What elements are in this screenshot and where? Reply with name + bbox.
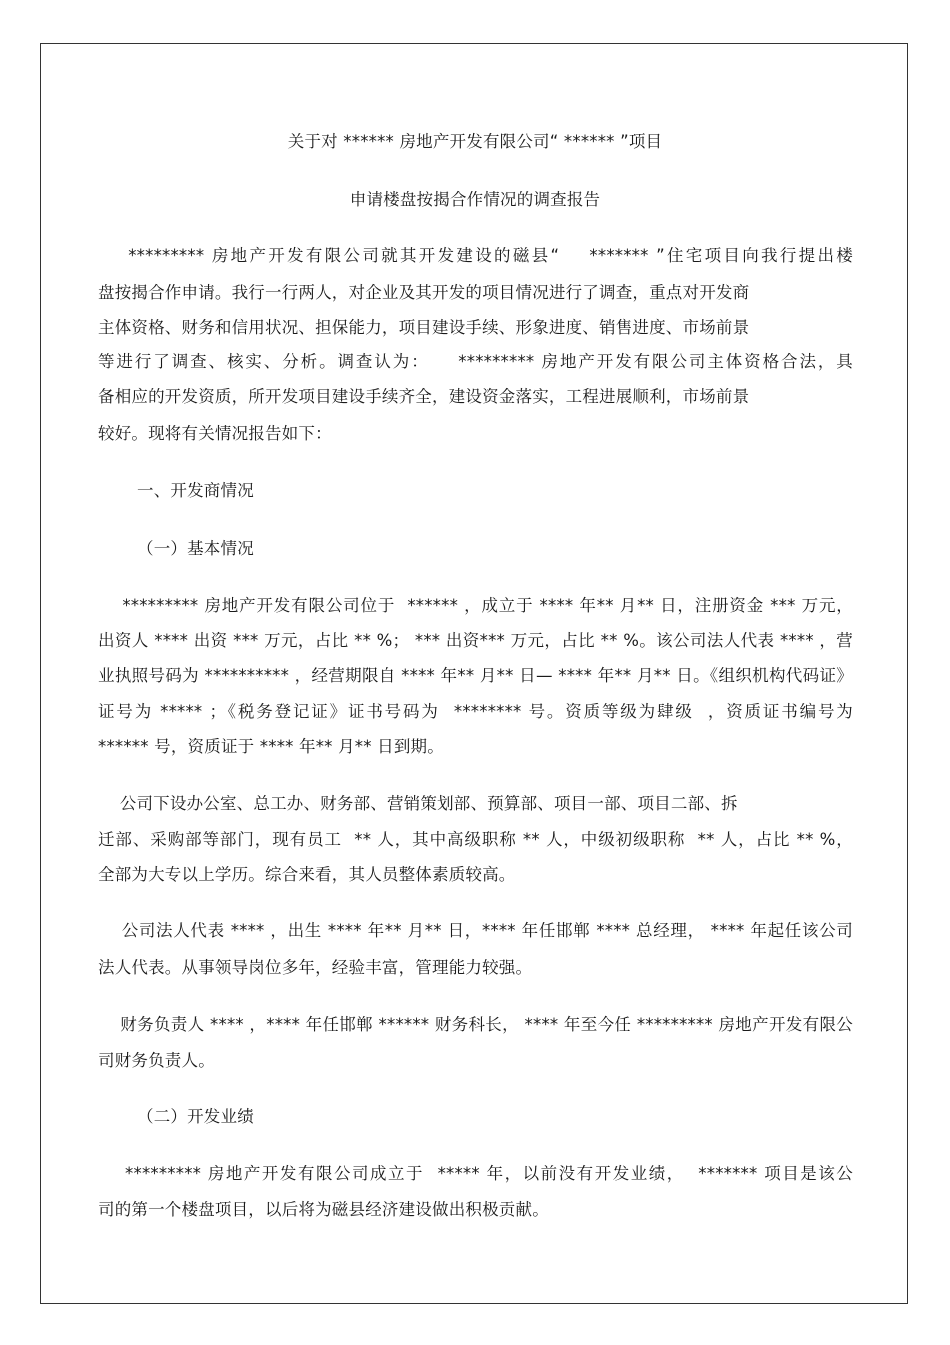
intro-line: 等进行了调查、核实、分析。调查认为： ********* 房地产开发有限公司主体资格合法，具: [98, 352, 853, 371]
basic-info-line: 证号为 ***** ；《税务登记证》证书号码为 ******** 号。资质等级为肆级 ，资质证书编号为: [98, 702, 853, 721]
legal-rep-line: 法人代表。从事领导岗位多年，经验丰富，管理能力较强。: [98, 958, 533, 977]
basic-info-line: ********* 房地产开发有限公司位于 ****** ，成立于 **** 年** 月** 日，注册资金 *** 万元，: [98, 596, 853, 615]
intro-line: 盘按揭合作申请。我行一行两人，对企业及其开发的项目情况进行了调查，重点对开发商: [98, 283, 750, 302]
intro-line: 备相应的开发资质，所开发项目建设手续齐全，建设资金落实，工程进展顺利，市场前景: [98, 387, 750, 406]
staff-line: 全部为大专以上学历。综合来看，其人员整体素质较高。: [98, 865, 516, 884]
finance-head-line: 司财务负责人。: [98, 1051, 215, 1070]
performance-line: 司的第一个楼盘项目，以后将为磁县经济建设做出积极贡献。: [98, 1200, 549, 1219]
subsection-heading: （一）基本情况: [137, 539, 254, 558]
staff-line: 迁部、采购部等部门，现有员工 ** 人，其中高级职称 ** 人，中级初级职称 ** 人，占比 ** %，: [98, 830, 853, 849]
legal-rep-line: 公司法人代表 **** ，出生 **** 年** 月** 日，**** 年任邯郸 **** 总经理， **** 年起任该公司: [98, 921, 853, 940]
performance-line: ********* 房地产开发有限公司成立于 ***** 年，以前没有开发业绩， ******* 项目是该公: [98, 1164, 853, 1183]
intro-line: 较好。现将有关情况报告如下：: [98, 424, 332, 443]
title-line-2: 申请楼盘按揭合作情况的调查报告: [349, 190, 601, 209]
basic-info-line: 出资人 **** 出资 *** 万元，占比 ** %； *** 出资*** 万元，占比 ** %。该公司法人代表 **** ，营: [98, 631, 853, 650]
subsection-heading: （二）开发业绩: [137, 1107, 254, 1126]
intro-line: 主体资格、财务和信用状况、担保能力，项目建设手续、形象进度、销售进度、市场前景: [98, 318, 750, 337]
basic-info-line: 业执照号码为 ********** ，经营期限自 **** 年** 月** 日— **** 年** 月** 日。《组织机构代码证》: [98, 666, 853, 685]
basic-info-line: ****** 号，资质证于 **** 年** 月** 日到期。: [98, 737, 444, 756]
title-line-1: 关于对 ****** 房地产开发有限公司“ ****** ”项目: [287, 132, 663, 151]
finance-head-line: 财务负责人 **** ，**** 年任邯郸 ****** 财务科长， **** 年至今任 ********* 房地产开发有限公: [98, 1015, 853, 1034]
section-heading: 一、开发商情况: [137, 481, 254, 500]
intro-line: ********* 房地产开发有限公司就其开发建设的磁县“ ******* ”住宅项目向我行提出楼: [98, 246, 853, 265]
staff-line: 公司下设办公室、总工办、财务部、营销策划部、预算部、项目一部、项目二部、拆: [98, 794, 738, 813]
